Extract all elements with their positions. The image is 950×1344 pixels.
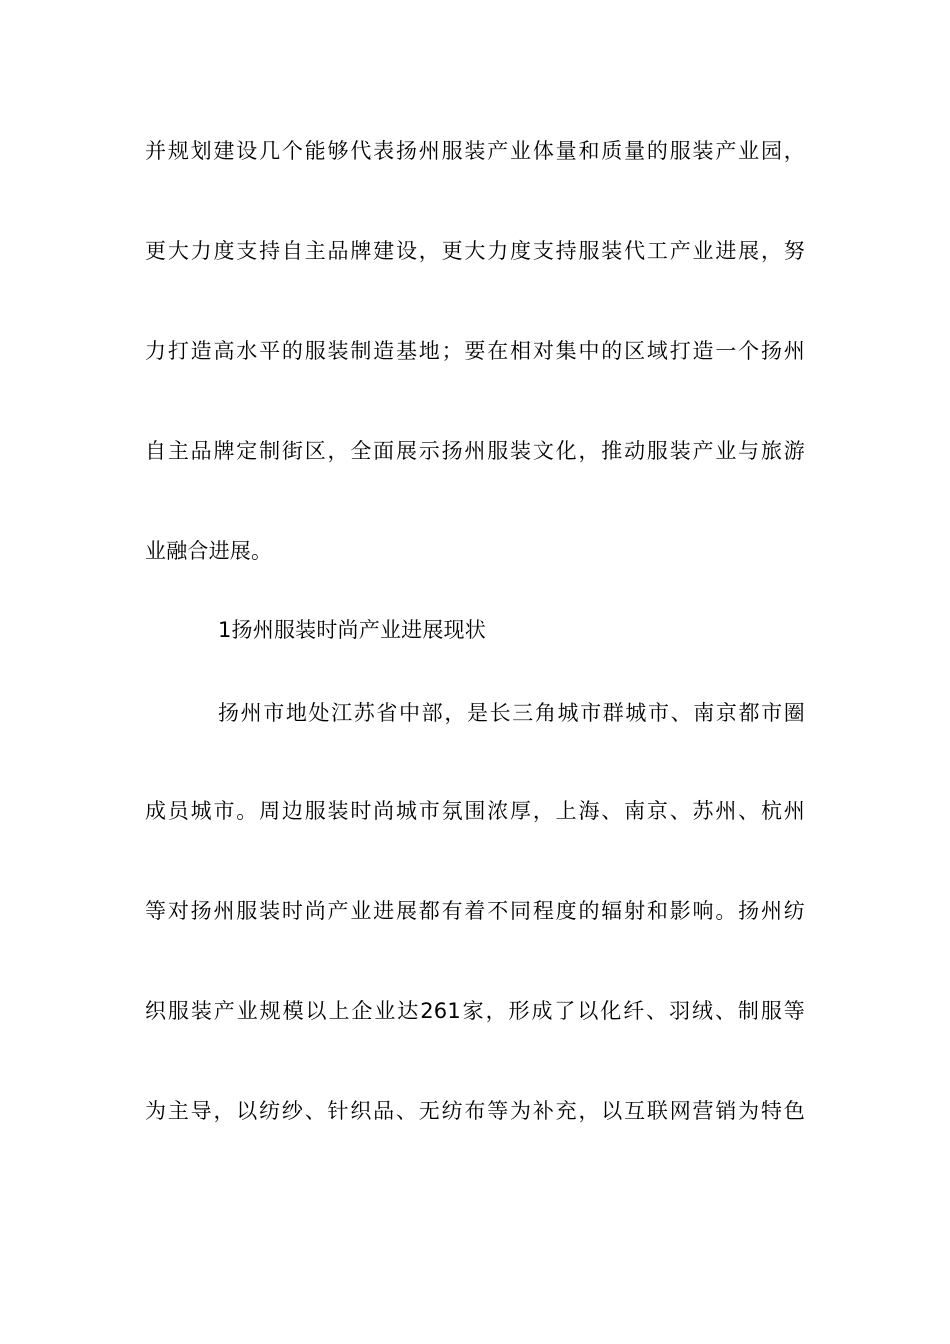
paragraph-line-3: 力打造高水平的服装制造基地；要在相对集中的区域打造一个扬州: [145, 339, 805, 363]
paragraph-line-8: 等对扬州服装时尚产业进展都有着不同程度的辐射和影响。扬州纺: [145, 899, 805, 923]
paragraph-line-1: 并规划建设几个能够代表扬州服装产业体量和质量的服装产业园，: [145, 139, 805, 163]
paragraph-line-4: 自主品牌定制街区，全面展示扬州服装文化，推动服装产业与旅游: [145, 439, 805, 463]
section-heading: 1扬州服装时尚产业进展现状: [218, 618, 486, 642]
paragraph-line-5: 业融合进展。: [145, 539, 273, 563]
paragraph-line-7: 成员城市。周边服装时尚城市氛围浓厚，上海、南京、苏州、杭州: [145, 799, 805, 823]
paragraph-line-10: 为主导，以纺纱、针织品、无纺布等为补充，以互联网营销为特色: [145, 1099, 805, 1123]
paragraph-line-6: 扬州市地处江苏省中部，是长三角城市群城市、南京都市圈: [218, 701, 805, 725]
paragraph-line-9: 织服装产业规模以上企业达261家，形成了以化纤、羽绒、制服等: [145, 999, 805, 1023]
paragraph-line-2: 更大力度支持自主品牌建设，更大力度支持服装代工产业进展，努: [145, 239, 805, 263]
